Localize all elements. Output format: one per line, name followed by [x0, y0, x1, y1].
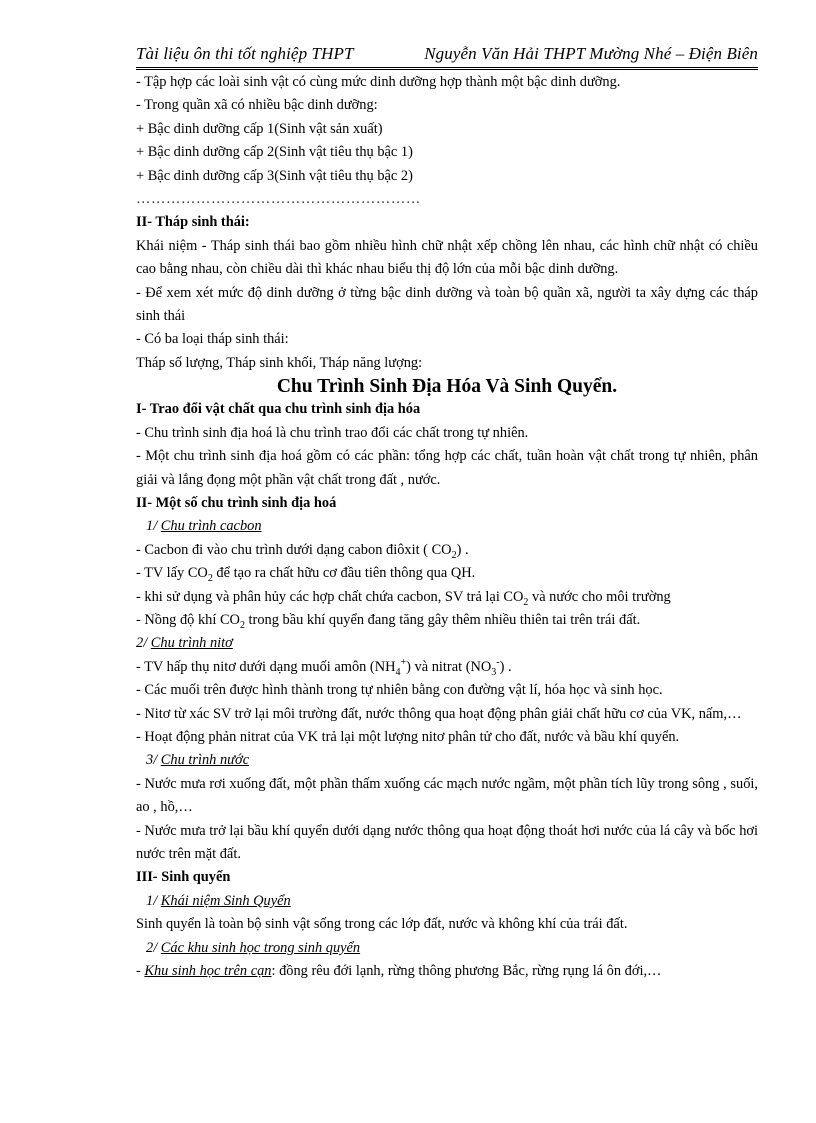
text-run: trong bầu khí quyển đang tăng gây thêm nhiều thiên tai trên trái đất. — [244, 611, 641, 628]
superscript: - — [496, 656, 500, 668]
text-line: - Tập hợp các loài sinh vật có cùng mức dinh dưỡng hợp thành một bậc dinh dưỡng. — [136, 74, 621, 90]
text-run: - TV lấy CO — [136, 565, 208, 582]
text-run: ) và nitrat (NO — [406, 658, 492, 675]
text-run: ) . — [499, 658, 512, 675]
text-run: - TV hấp thụ nitơ dưới dạng muối amôn (NH — [136, 658, 396, 675]
header-right: Nguyễn Văn Hải THPT Mường Nhé – Điện Biên — [424, 44, 758, 63]
superscript: + — [400, 656, 407, 668]
text-line: Tháp số lượng, Tháp sinh khối, Tháp năng lượng: — [136, 354, 423, 371]
text-run: để tạo ra chất hữu cơ đầu tiên thông qua QH. — [212, 565, 476, 582]
section-heading: III- Sinh quyển — [136, 869, 231, 886]
section-heading: I- Trao đổi vật chất qua chu trình sinh địa hóa — [136, 401, 421, 418]
text-run: - Nồng độ khí CO — [136, 611, 240, 628]
subscript: 2 — [239, 619, 245, 631]
subsection-number: 2/ — [136, 635, 151, 652]
paragraph: - Nước mưa trở lại bầu khí quyển dưới dạng nước thông qua hoạt động thoát hơi nước của lá cây và bốc hơi nước trên mặt đất. — [136, 822, 758, 862]
subsection-label: Chu trình cacbon — [160, 518, 262, 535]
subscript: 2 — [207, 573, 213, 584]
paragraph: - Để xem xét mức độ dinh dưỡng ở từng bậc dinh dưỡng và toàn bộ quần xã, người ta xây dựng các tháp sinh thái — [136, 284, 758, 325]
paragraph: - Một chu trình sinh địa hoá gồm có các phần: tổng hợp các chất, tuần hoàn vật chất trong tự nhiên, phân giải và lắng đọng một phần vật chất trong đất , nước. — [136, 448, 758, 488]
term-label: Khu sinh học trên cạn — [144, 963, 272, 980]
text-line: - Trong quần xã có nhiều bậc dinh dưỡng: — [136, 97, 378, 114]
text-line — [136, 539, 758, 562]
paragraph: - Nitơ từ xác SV trở lại môi trường đất, nước thông qua hoạt động phân giải chất hữu cơ của VK, nấm,… — [136, 705, 742, 722]
text-line: Sinh quyển là toàn bộ sinh vật sống trong các lớp đất, nước và không khí của trái đất. — [136, 916, 628, 933]
subscript: 2 — [523, 596, 529, 608]
subsection-heading — [136, 749, 758, 772]
text-line: + Bậc dinh dưỡng cấp 3(Sinh vật tiêu thụ bậc 2) — [136, 167, 413, 184]
text-run: - khi sử dụng và phân hủy các hợp chất chứa cacbon, SV trả lại CO — [136, 588, 524, 605]
subsection-heading — [136, 632, 758, 655]
subsection-label: Chu trình nitơ — [150, 635, 233, 652]
page-header — [136, 44, 758, 70]
paragraph: Khái niệm - Tháp sinh thái bao gồm nhiều hình chữ nhật xếp chồng lên nhau, các hình chữ nhật có chiều cao bằng nhau, còn chiều dài thì khác nhau biểu thị độ lớn của mỗi bậc dinh dưỡng. — [136, 237, 758, 278]
text-line — [136, 960, 758, 983]
subsection-heading — [136, 890, 758, 913]
text-line — [136, 656, 758, 679]
text-line — [136, 562, 758, 585]
subsection-label: Các khu sinh học trong sinh quyển — [160, 939, 361, 956]
text-line — [136, 586, 758, 609]
subsection-heading — [136, 515, 758, 538]
text-line — [136, 609, 758, 632]
subsection-label: Khái niệm Sinh Quyển — [160, 892, 291, 909]
text-line: - Hoạt động phản nitrat của VK trả lại một lượng nitơ phân tử cho đất, nước và bầu khí quyển. — [136, 728, 680, 745]
subsection-number: 1/ — [146, 892, 161, 909]
text-line: + Bậc dinh dưỡng cấp 1(Sinh vật sản xuất) — [136, 120, 383, 137]
subsection-number: 1/ — [146, 518, 161, 535]
subsection-label: Chu trình nước — [160, 752, 250, 769]
subscript: 3 — [491, 666, 497, 678]
text-line: - Các muối trên được hình thành trong tự nhiên bằng con đường vật lí, hóa học và sinh học. — [136, 682, 663, 699]
paragraph: - Nước mưa rơi xuống đất, một phần thấm xuống các mạch nước ngầm, một phần tích lũy trong sông , suối, ao , hồ,… — [136, 775, 758, 816]
subsection-heading — [136, 937, 758, 960]
text-run: : đồng rêu đới lạnh, rừng thông phương Bắc, rừng rụng lá ôn đới,… — [271, 963, 662, 980]
text-line: - Có ba loại tháp sinh thái: — [136, 331, 289, 348]
subsection-number: 2/ — [146, 939, 161, 956]
text-line: + Bậc dinh dưỡng cấp 2(Sinh vật tiêu thụ bậc 1) — [136, 144, 413, 161]
text-run: ) . — [456, 541, 469, 558]
text-line: - Chu trình sinh địa hoá là chu trình trao đổi các chất trong tự nhiên. — [136, 424, 529, 441]
section-heading: II- Tháp sinh thái: — [136, 214, 250, 231]
document-page — [136, 44, 758, 983]
dotted-separator: ………………………………………………… — [136, 191, 421, 208]
subscript: 2 — [451, 549, 457, 561]
text-run: - — [136, 963, 145, 980]
subsection-number: 3/ — [146, 752, 161, 769]
header-left: Tài liệu ôn thi tốt nghiệp THPT — [136, 44, 354, 63]
chapter-title: Chu Trình Sinh Địa Hóa Và Sinh Quyển. — [276, 376, 618, 398]
section-heading: II- Một số chu trình sinh địa hoá — [136, 494, 337, 511]
text-run: và nước cho môi trường — [528, 588, 671, 605]
text-run: - Cacbon đi vào chu trình dưới dạng cabon điôxit ( CO — [136, 541, 452, 558]
subscript: 4 — [395, 666, 401, 678]
